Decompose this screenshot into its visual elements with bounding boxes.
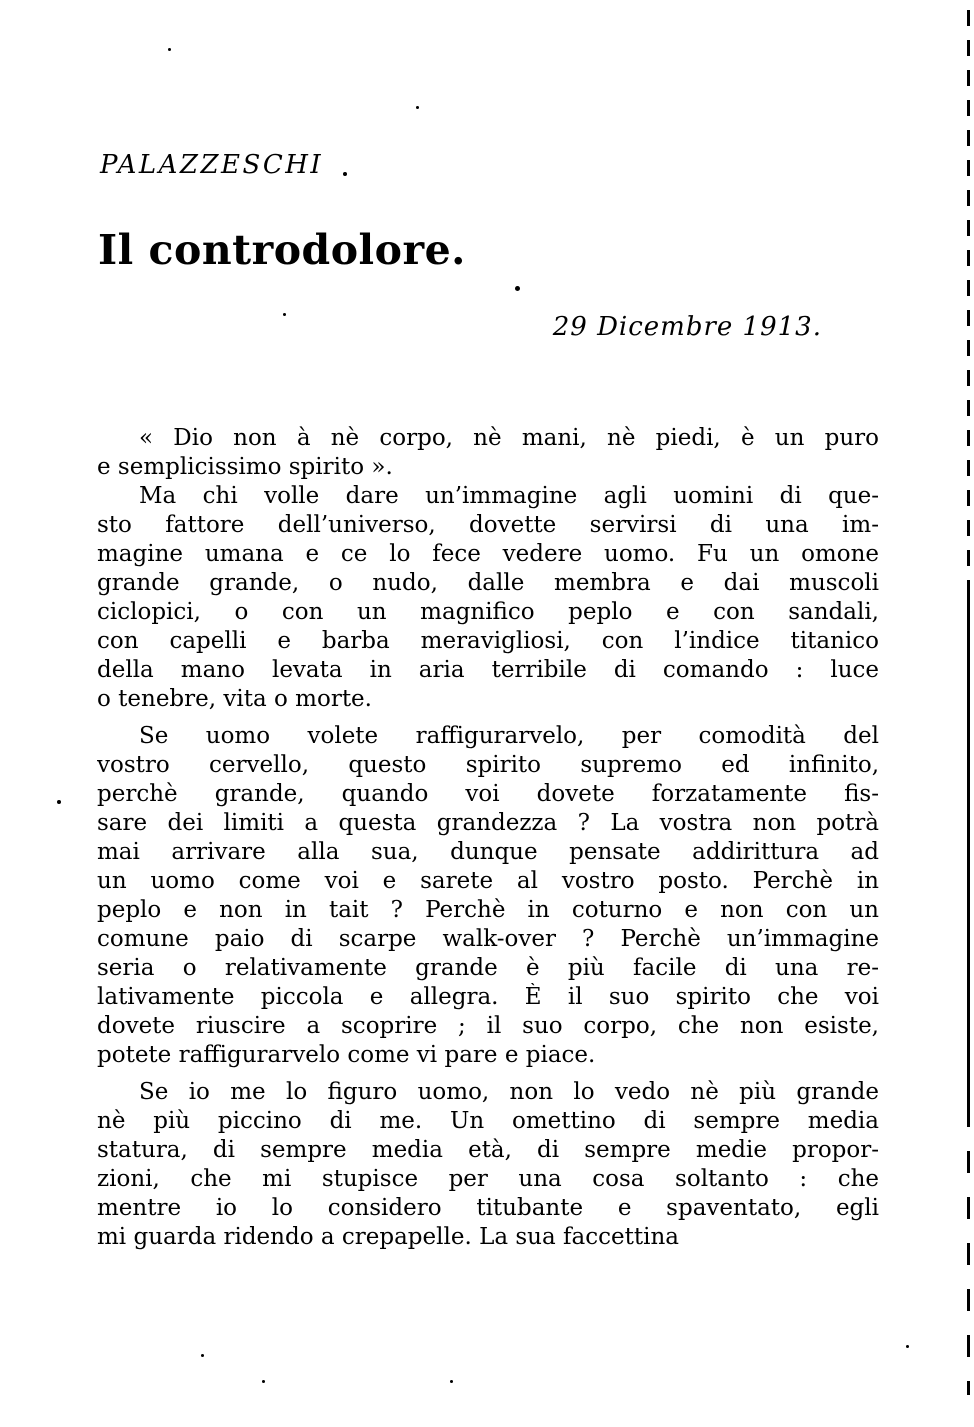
scan-speck bbox=[515, 286, 520, 291]
scan-speck bbox=[168, 48, 171, 51]
text-line: comune paio di scarpe walk-over ? Perchè un’immagine bbox=[97, 926, 879, 952]
text-line: mai arrivare alla sua, dunque pensate addirittura ad bbox=[97, 839, 879, 865]
text-line: mentre io lo considero titubante e spaventato, egli bbox=[97, 1195, 879, 1221]
scan-edge-artifact bbox=[967, 585, 970, 1105]
text-line: e semplicissimo spirito ». bbox=[97, 454, 393, 480]
paragraph bbox=[97, 482, 879, 714]
body-text bbox=[97, 424, 879, 1252]
text-line: zioni, che mi stupisce per una cosa soltanto : che bbox=[97, 1166, 879, 1192]
text-line: ciclopici, o con un magnifico peplo e con sandali, bbox=[97, 599, 879, 625]
text-line: peplo e non in tait ? Perchè in coturno e non con un bbox=[97, 897, 879, 923]
text-line: perchè grande, quando voi dovete forzatamente fis- bbox=[97, 781, 879, 807]
text-line: della mano levata in aria terribile di comando : luce bbox=[97, 657, 879, 683]
paragraph bbox=[97, 722, 879, 1070]
text-line: mi guarda ridendo a crepapelle. La sua faccettina bbox=[97, 1224, 679, 1250]
scan-edge-artifact bbox=[967, 10, 970, 585]
text-line: Ma chi volle dare un’immagine agli uomini di que- bbox=[139, 483, 879, 509]
paragraph bbox=[97, 424, 879, 482]
scan-speck bbox=[57, 800, 61, 804]
text-line: « Dio non à nè corpo, nè mani, nè piedi, è un puro bbox=[139, 425, 879, 451]
scan-speck bbox=[262, 1380, 265, 1383]
text-line: nè più piccino di me. Un omettino di sempre media bbox=[97, 1108, 879, 1134]
scan-speck bbox=[450, 1380, 453, 1383]
author-heading: PALAZZESCHI bbox=[100, 150, 324, 180]
text-line: seria o relativamente grande è più facile di una re- bbox=[97, 955, 879, 981]
date-line: 29 Dicembre 1913. bbox=[552, 312, 822, 342]
scan-speck bbox=[416, 106, 419, 109]
text-line: con capelli e barba meravigliosi, con l’indice titanico bbox=[97, 628, 879, 654]
text-line: sare dei limiti a questa grandezza ? La vostra non potrà bbox=[97, 810, 879, 836]
text-line: lativamente piccola e allegra. È il suo spirito che voi bbox=[97, 984, 879, 1010]
scan-speck bbox=[201, 1354, 204, 1357]
text-line: magine umana e ce lo fece vedere uomo. Fu un omone bbox=[97, 541, 879, 567]
text-line: o tenebre, vita o morte. bbox=[97, 686, 372, 712]
paragraph bbox=[97, 1078, 879, 1252]
text-line: un uomo come voi e sarete al vostro posto. Perchè in bbox=[97, 868, 879, 894]
text-line: sto fattore dell’universo, dovette servirsi di una im- bbox=[97, 512, 879, 538]
scan-speck bbox=[343, 172, 347, 176]
text-line: dovete riuscire a scoprire ; il suo corpo, che non esiste, bbox=[97, 1013, 879, 1039]
text-line: potete raffigurarvelo come vi pare e piace. bbox=[97, 1042, 596, 1068]
text-line: vostro cervello, questo spirito supremo ed infinito, bbox=[97, 752, 879, 778]
text-line: grande grande, o nudo, dalle membra e dai muscoli bbox=[97, 570, 879, 596]
text-line: Se uomo volete raffigurarvelo, per comodità del bbox=[139, 723, 879, 749]
scan-speck bbox=[906, 1345, 909, 1348]
scan-speck bbox=[283, 313, 286, 316]
scan-edge-artifact bbox=[967, 1105, 970, 1395]
page-title: Il controdolore. bbox=[98, 226, 466, 274]
text-line: Se io me lo figuro uomo, non lo vedo nè più grande bbox=[139, 1079, 879, 1105]
text-line: statura, di sempre media età, di sempre medie propor- bbox=[97, 1137, 879, 1163]
